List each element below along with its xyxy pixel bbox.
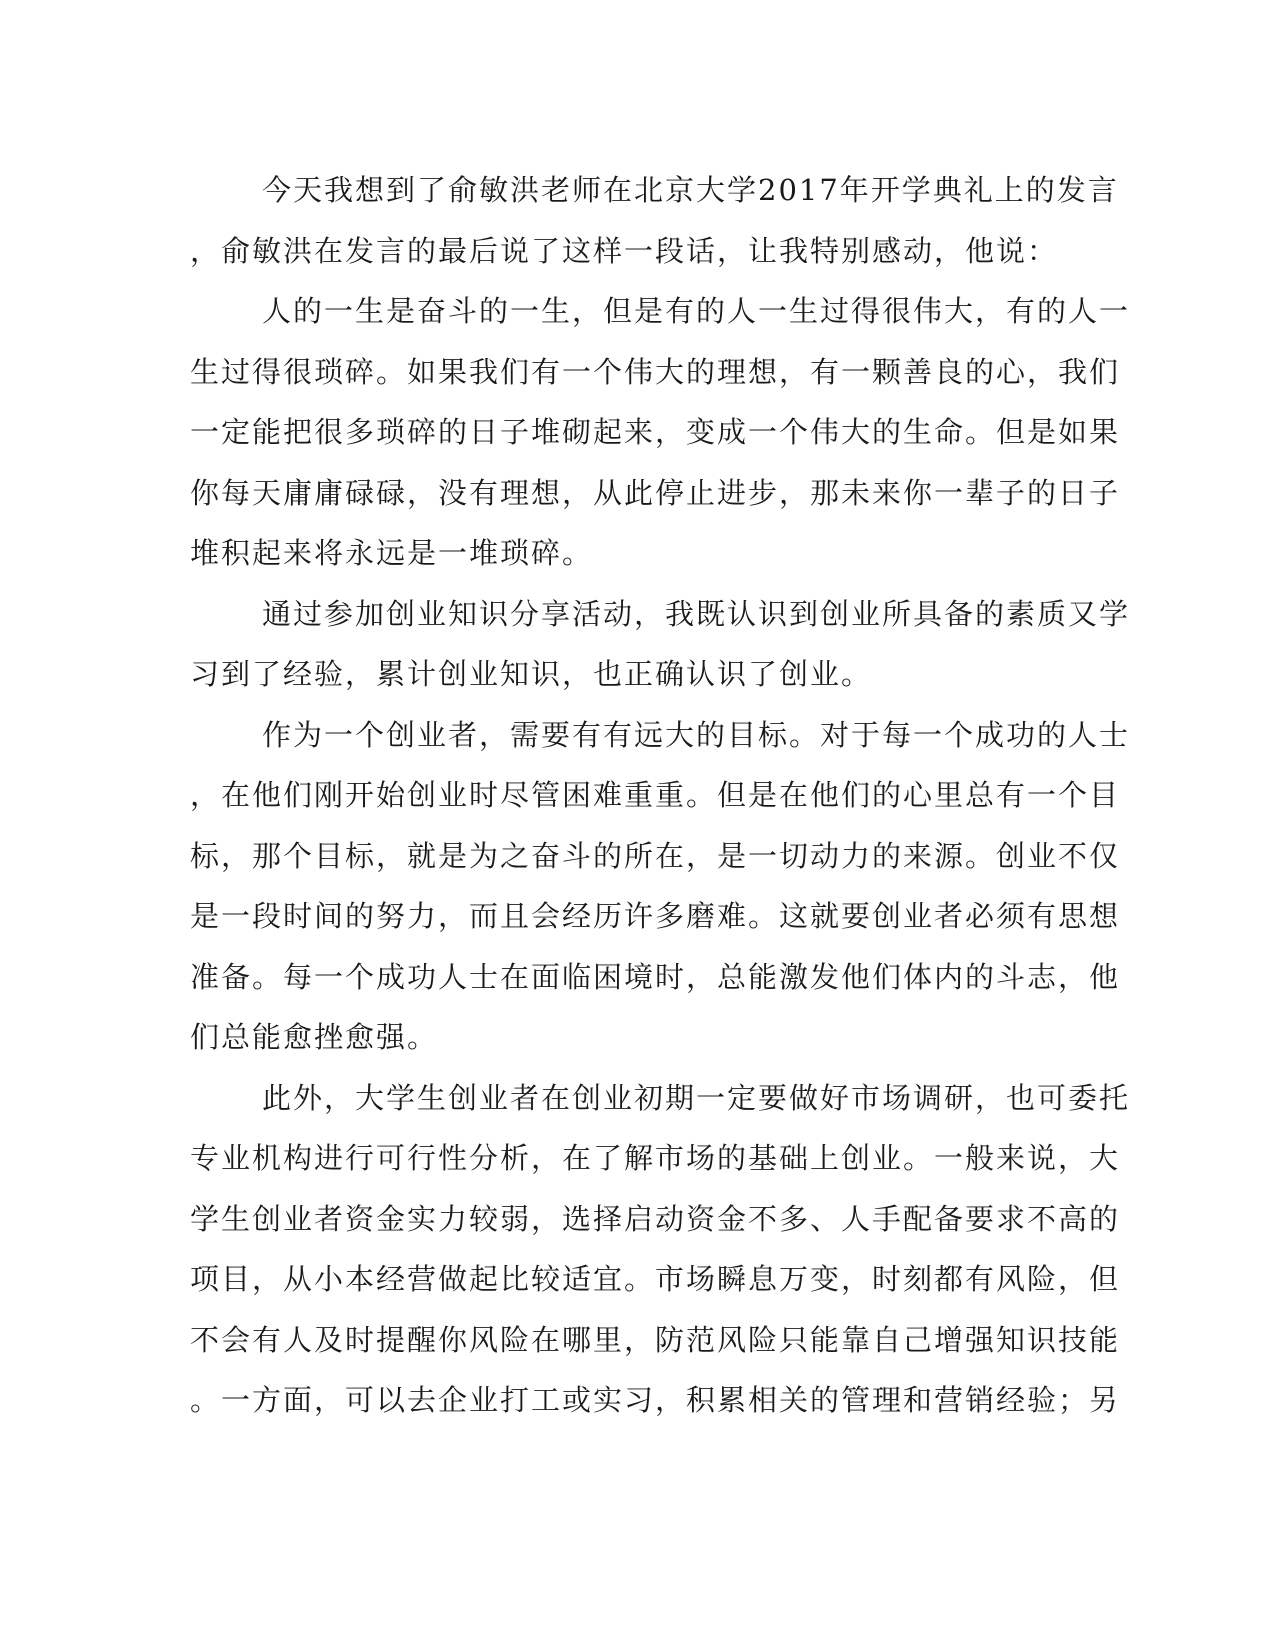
text-line: 生过得很琐碎。如果我们有一个伟大的理想，有一颗善良的心，我们 <box>190 354 1121 389</box>
text-line: 堆积起来将永远是一堆琐碎。 <box>190 536 594 570</box>
text-line: 作为一个创业者，需要有有远大的目标。对于每一个成功的人士 <box>262 717 1131 752</box>
text-line: 一定能把很多琐碎的日子堆砌起来，变成一个伟大的生命。但是如果 <box>190 415 1121 449</box>
text-line: 人的一生是奋斗的一生，但是有的人一生过得很伟大，有的人一 <box>262 294 1131 328</box>
text-line: 你每天庸庸碌碌，没有理想，从此停止进步，那未来你一辈子的日子 <box>190 475 1121 510</box>
text-line: 习到了经验，累计创业知识，也正确认识了创业。 <box>190 657 873 691</box>
text-line: 此外，大学生创业者在创业初期一定要做好市场调研，也可委托 <box>262 1080 1131 1115</box>
paragraph-1 <box>190 160 1119 281</box>
text-line: 专业机构进行可行性分析，在了解市场的基础上创业。一般来说，大 <box>190 1141 1121 1175</box>
paragraph-3 <box>190 584 1131 705</box>
document-body <box>190 160 1131 1431</box>
text-line: 通过参加创业知识分享活动，我既认识到创业所具备的素质又学 <box>262 596 1131 631</box>
paragraph-2 <box>190 281 1131 584</box>
text-line: 。一方面，可以去企业打工或实习，积累相关的管理和营销经验；另 <box>190 1383 1121 1417</box>
text-line: ，在他们刚开始创业时尽管困难重重。但是在他们的心里总有一个目 <box>190 778 1121 812</box>
text-line: 是一段时间的努力，而且会经历许多磨难。这就要创业者必须有思想 <box>190 899 1121 933</box>
text-line: 标，那个目标，就是为之奋斗的所在，是一切动力的来源。创业不仅 <box>190 838 1121 873</box>
paragraph-4 <box>190 705 1131 1068</box>
text-line: 准备。每一个成功人士在面临困境时，总能激发他们体内的斗志，他 <box>190 959 1121 994</box>
text-line: 项目，从小本经营做起比较适宜。市场瞬息万变，时刻都有风险，但 <box>190 1262 1121 1296</box>
text-line: ，俞敏洪在发言的最后说了这样一段话，让我特别感动，他说： <box>190 233 1059 268</box>
paragraph-5 <box>190 1068 1131 1431</box>
text-line: 们总能愈挫愈强。 <box>190 1020 439 1054</box>
text-line: 学生创业者资金实力较弱，选择启动资金不多、人手配备要求不高的 <box>190 1201 1121 1236</box>
text-line: 今天我想到了俞敏洪老师在北京大学2017年开学典礼上的发言 <box>262 173 1119 207</box>
text-line: 不会有人及时提醒你风险在哪里，防范风险只能靠自己增强知识技能 <box>190 1322 1121 1357</box>
